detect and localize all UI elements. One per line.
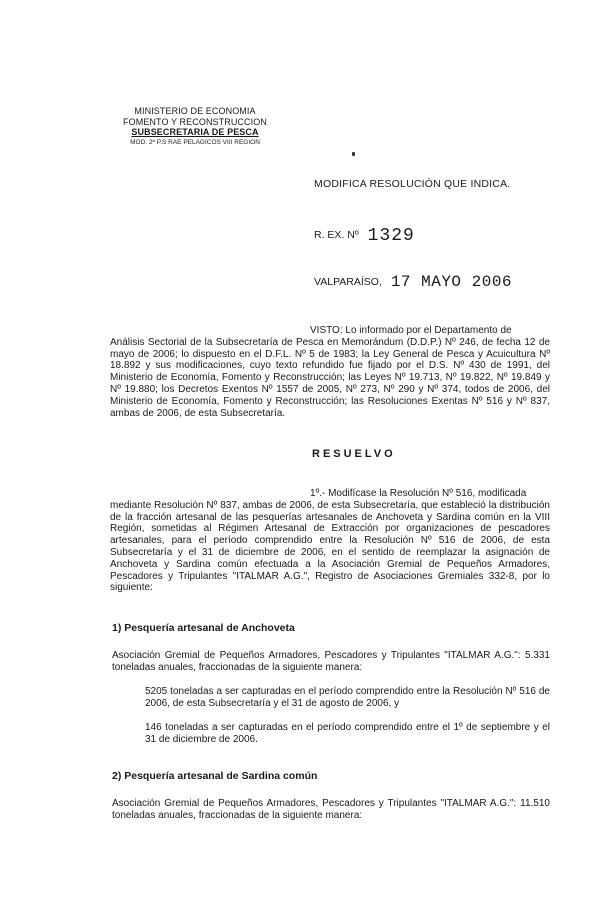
letterhead <box>100 106 290 148</box>
article-1-body: mediante Resolución Nº 837, ambas de 2006, de esta Subsecretaría, que estableció la distribución de la fracción artesanal de las pesquerías artesanales de Anchoveta y Sardina común en la VIII Región, sometidas al Régimen Artesanal de Extracción por organizaciones de pescadores artesanales, para el período comprendido entre la Resolución Nº 516 de 2006, de esta Subsecretaría y el 31 de diciembre de 2006, en el sentido de reemplazar la asignación de Anchoveta y Sardina común efectuada a la Asociación Gremial de Pequeños Armadores, Pescadores y Tripulantes "ITALMAR A.G.", Registro de Asociaciones Gremiales 332-8, por lo siguiente: <box>110 499 550 594</box>
visto-first-line: VISTO: Lo informado por el Departamento de <box>310 325 512 336</box>
resolution-number-line <box>314 224 415 244</box>
ministry-subtitle: FOMENTO Y RECONSTRUCCION <box>123 116 267 127</box>
subsecretaria-name: SUBSECRETARIA DE PESCA <box>131 127 259 137</box>
section-1-intro: Asociación Gremial de Pequeños Armadores, Pescadores y Tripulantes "ITALMAR A.G.": 5.331 toneladas anuales, fraccionadas de la siguiente manera: <box>112 650 550 673</box>
resuelvo-heading: RESUELVO <box>312 448 396 460</box>
article-1 <box>110 488 550 594</box>
visto-paragraph <box>110 325 550 419</box>
document-title: MODIFICA RESOLUCIÓN QUE INDICA. <box>314 178 511 190</box>
place-date-line <box>314 272 512 290</box>
place: VALPARAÍSO, <box>314 276 382 288</box>
date-stamp: 17 MAYO 2006 <box>390 273 513 291</box>
resolution-label: R. EX. Nº <box>314 229 359 241</box>
section-1-item-1: 5205 toneladas a ser capturadas en el período comprendido entre la Resolución Nº 516 de 2006, de esta Subsecretaría y el 31 de agosto de 2006, y <box>145 686 550 709</box>
section-1-heading: 1) Pesquería artesanal de Anchoveta <box>112 622 295 634</box>
reference-code: MOD. 2ª P.S RAE PELAGICOS VIII REGION <box>130 138 260 146</box>
article-1-first-line: 1º.- Modifícase la Resolución Nº 516, modificada <box>310 488 527 499</box>
ink-mark <box>352 152 355 156</box>
section-1-item-2: 146 toneladas a ser capturadas en el período comprendido entre el 1º de septiembre y el 31 de diciembre de 2006. <box>145 722 550 745</box>
section-2-heading: 2) Pesquería artesanal de Sardina común <box>112 770 318 782</box>
section-2-intro: Asociación Gremial de Pequeños Armadores, Pescadores y Tripulantes "ITALMAR A.G.": 11.510 toneladas anuales, fraccionadas de la siguiente manera: <box>112 798 550 821</box>
ministry-name: MINISTERIO DE ECONOMIA <box>134 106 256 116</box>
visto-body: Análisis Sectorial de la Subsecretaría de Pesca en Memorándum (D.D.P.) Nº 246, de fecha 12 de mayo de 2006; lo dispuesto en el D.F.L. Nº 5 de 1983; la Ley General de Pesca y Acuicultura Nº 18.892 y sus modificaciones, cuyo texto refundido fue fijado por el D.S. Nº 430 de 1991, del Ministerio de Economía, Fomento y Reconstrucción; las Leyes Nº 19.713, Nº 19.822, Nº 19.849 y Nº 19.880; los Decretos Exentos Nº 1557 de 2005, Nº 273, Nº 290 y Nº 374, todos de 2006, del Ministerio de Economía, Fomento y Reconstrucción; las Resoluciones Exentas Nº 516 y Nº 837, ambas de 2006, de esta Subsecretaría. <box>110 336 550 419</box>
resolution-number: 1329 <box>367 226 415 246</box>
